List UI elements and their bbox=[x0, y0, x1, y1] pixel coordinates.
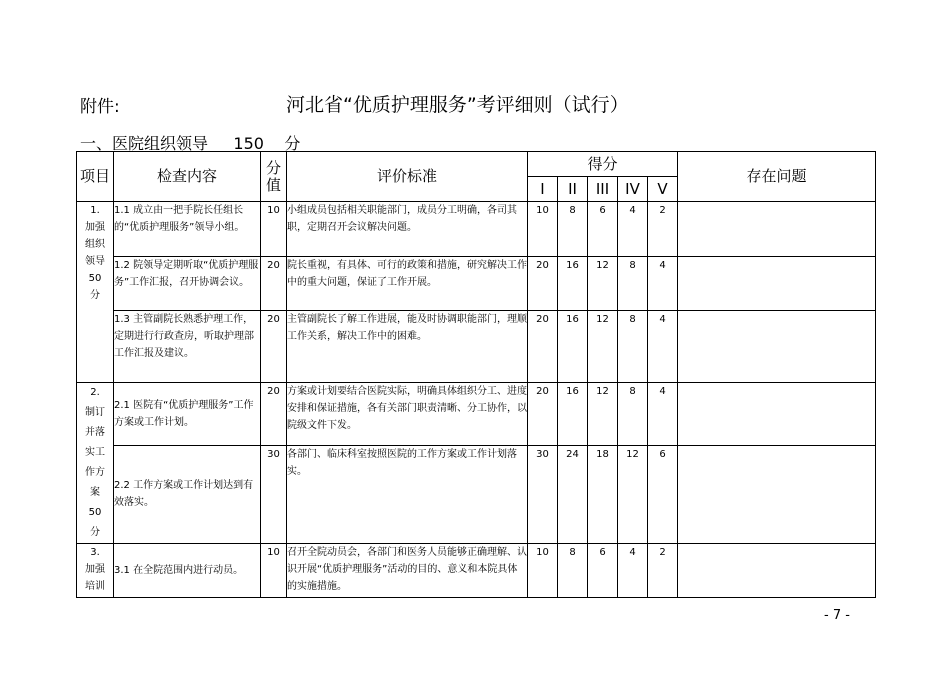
grade-cell: 4 bbox=[648, 311, 678, 383]
section-heading: 一、医院组织领导 150 分 bbox=[80, 134, 301, 153]
evaluation-table bbox=[76, 151, 876, 598]
table-row bbox=[77, 311, 876, 383]
criteria-cell: 方案或计划要结合医院实际，明确具体组织分工、进度安排和保证措施，各有关部门职责清晰、分工协作，以院级文件下发。 bbox=[287, 383, 528, 446]
grade-cell: 4 bbox=[618, 544, 648, 598]
header-grade: 得分 bbox=[528, 152, 678, 177]
content-cell: 1.1 成立由一把手院长任组长的“优质护理服务”领导小组。 bbox=[114, 202, 261, 257]
score-cell: 10 bbox=[261, 544, 287, 598]
grade-cell: 12 bbox=[588, 257, 618, 311]
content-cell: 2.2 工作方案或工作计划达到有效落实。 bbox=[114, 445, 261, 543]
header-content: 检查内容 bbox=[114, 152, 261, 202]
attachment-label: 附件: bbox=[80, 97, 120, 117]
grade-cell: 10 bbox=[528, 202, 558, 257]
grade-level-4: IV bbox=[618, 177, 648, 202]
table-row bbox=[77, 544, 876, 598]
grade-level-3: III bbox=[588, 177, 618, 202]
grade-level-5: V bbox=[648, 177, 678, 202]
content-cell: 2.1 医院有“优质护理服务”工作方案或工作计划。 bbox=[114, 383, 261, 446]
grade-cell: 2 bbox=[648, 544, 678, 598]
category-cell: 1. 加强 组织 领导 50 分 bbox=[77, 202, 114, 383]
score-cell: 20 bbox=[261, 257, 287, 311]
grade-cell: 8 bbox=[558, 544, 588, 598]
criteria-cell: 召开全院动员会，各部门和医务人员能够正确理解、认识开展“优质护理服务”活动的目的、意义和本院具体的实施措施。 bbox=[287, 544, 528, 598]
grade-cell: 4 bbox=[618, 202, 648, 257]
grade-cell: 16 bbox=[558, 383, 588, 446]
table-row bbox=[77, 202, 876, 257]
criteria-cell: 院长重视，有具体、可行的政策和措施，研究解决工作中的重大问题，保证了工作开展。 bbox=[287, 257, 528, 311]
issues-cell bbox=[678, 445, 876, 543]
content-cell: 1.2 院领导定期听取“优质护理服务”工作汇报，召开协调会议。 bbox=[114, 257, 261, 311]
score-cell: 30 bbox=[261, 445, 287, 543]
grade-cell: 24 bbox=[558, 445, 588, 543]
grade-cell: 4 bbox=[648, 383, 678, 446]
grade-level-2: II bbox=[558, 177, 588, 202]
issues-cell bbox=[678, 311, 876, 383]
grade-cell: 8 bbox=[618, 257, 648, 311]
document-title: 河北省“优质护理服务”考评细则（试行） bbox=[286, 94, 629, 116]
score-cell: 20 bbox=[261, 383, 287, 446]
grade-cell: 20 bbox=[528, 383, 558, 446]
issues-cell bbox=[678, 202, 876, 257]
table-row bbox=[77, 257, 876, 311]
grade-cell: 2 bbox=[648, 202, 678, 257]
table-row bbox=[77, 383, 876, 446]
grade-cell: 10 bbox=[528, 544, 558, 598]
grade-cell: 12 bbox=[618, 445, 648, 543]
header-issues: 存在问题 bbox=[678, 152, 876, 202]
issues-cell bbox=[678, 257, 876, 311]
score-cell: 10 bbox=[261, 202, 287, 257]
score-cell: 20 bbox=[261, 311, 287, 383]
header-score: 分值 bbox=[261, 152, 287, 202]
grade-cell: 30 bbox=[528, 445, 558, 543]
content-cell: 1.3 主管副院长熟悉护理工作，定期进行行政查房，听取护理部工作汇报及建议。 bbox=[114, 311, 261, 383]
header-item: 项目 bbox=[77, 152, 114, 202]
grade-cell: 20 bbox=[528, 311, 558, 383]
criteria-cell: 主管副院长了解工作进展，能及时协调职能部门，理顺工作关系，解决工作中的困难。 bbox=[287, 311, 528, 383]
grade-cell: 12 bbox=[588, 383, 618, 446]
grade-cell: 16 bbox=[558, 311, 588, 383]
grade-cell: 8 bbox=[618, 311, 648, 383]
grade-cell: 12 bbox=[588, 311, 618, 383]
header-criteria: 评价标准 bbox=[287, 152, 528, 202]
category-cell: 2. 制订 并落 实工 作方 案 50 分 bbox=[77, 383, 114, 544]
content-cell: 3.1 在全院范围内进行动员。 bbox=[114, 544, 261, 598]
grade-cell: 6 bbox=[648, 445, 678, 543]
criteria-cell: 各部门、临床科室按照医院的工作方案或工作计划落实。 bbox=[287, 445, 528, 543]
grade-cell: 16 bbox=[558, 257, 588, 311]
category-cell: 3. 加强 培训 bbox=[77, 544, 114, 598]
grade-cell: 8 bbox=[618, 383, 648, 446]
grade-level-1: I bbox=[528, 177, 558, 202]
grade-cell: 6 bbox=[588, 544, 618, 598]
grade-cell: 18 bbox=[588, 445, 618, 543]
issues-cell bbox=[678, 383, 876, 446]
grade-cell: 20 bbox=[528, 257, 558, 311]
table-row bbox=[77, 445, 876, 543]
grade-cell: 4 bbox=[648, 257, 678, 311]
criteria-cell: 小组成员包括相关职能部门，成员分工明确，各司其职，定期召开会议解决问题。 bbox=[287, 202, 528, 257]
grade-cell: 6 bbox=[588, 202, 618, 257]
issues-cell bbox=[678, 544, 876, 598]
page-number: - 7 - bbox=[824, 608, 850, 623]
grade-cell: 8 bbox=[558, 202, 588, 257]
